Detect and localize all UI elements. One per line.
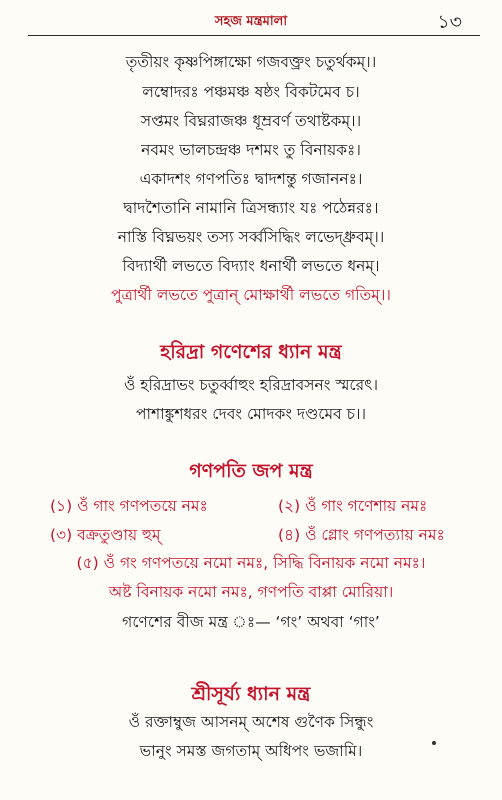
stotra-line: নাস্তি বিঘ্নভয়ং তস্য সর্ব্বসিদ্ধিং লভেদ্ধ্রুবম্।। [117, 228, 385, 246]
japa-mantra-2: (২) ওঁ গাং গণেশায় নমঃ [278, 497, 428, 515]
stotra-line: বিদ্যার্থী লভতে বিদ্যাং ধনার্থী লভতে ধনম্। [122, 257, 380, 275]
japa-row-2 [50, 523, 480, 545]
ink-dot [432, 741, 436, 745]
japa-row-1 [50, 494, 480, 516]
stotra-line: লম্বোদরঃ পঞ্চমঞ্চ ষষ্ঠং বিকটমেব চ। [142, 83, 360, 101]
page-number: ১৩ [437, 11, 462, 33]
surya-line: ওঁ রক্তাম্বুজ আসনম্ অশেষ গুণৈক সিন্ধুং [128, 713, 374, 731]
japa-mantra-1: (১) ওঁ গাং গণপতয়ে নমঃ [50, 497, 208, 515]
japa-mantra-3: (৩) বক্রতুণ্ডায় হুম্ [50, 526, 161, 544]
japa-heading: গণপতি জপ মন্ত্র [189, 460, 313, 482]
japa-line-4: অষ্ট বিনায়ক নমো নমঃ, গণপতি বাপ্পা মোরিয়া। [108, 583, 394, 601]
stotra-line: দ্বাদশৈতানি নামানি ত্রিসন্ধ্যাং যঃ পঠেন্নরঃ। [123, 199, 379, 217]
japa-mantra-4: (৪) ওঁ গ্লোং গণপত্যায় নমঃ [278, 526, 445, 544]
stotra-line: নবমং ভালচন্দ্রঞ্চ দশমং তু বিনায়কঃ। [141, 141, 361, 159]
stotra-line: তৃতীয়ং কৃষ্ণপিঙ্গাক্ষো গজবক্ত্রং চতুর্থকম্।। [125, 53, 377, 71]
haridra-heading: হরিদ্রা গণেশের ধ্যান মন্ত্র [160, 341, 342, 363]
haridra-line: পাশাঙ্কুশধরং দেবং মোদকং দণ্ডমেব চ।। [135, 405, 367, 423]
bija-mantra-line: গণেশের বীজ মন্ত্র ঃ— ‘গং’ অথবা ‘গাং’ [122, 613, 380, 631]
header-rule [28, 35, 480, 36]
stotra-line: একাদশং গণপতিঃ দ্বাদশন্তু গজাননঃ। [139, 170, 363, 188]
stotra-line-highlight: পুত্রার্থী লভতে পুত্রান্ মোক্ষার্থী লভতে গতিম্।। [111, 286, 391, 304]
surya-heading: শ্রীসূর্য্য ধ্যান মন্ত্র [191, 683, 311, 705]
japa-mantra-5: (৫) ওঁ গং গণপতয়ে নমো নমঃ, সিদ্ধি বিনায়ক নমো নমঃ। [76, 554, 426, 572]
page-header [0, 0, 502, 40]
stotra-line: সপ্তমং বিঘ্নরাজঞ্চ ধূম্রবর্ণ তথাষ্টকম্।। [140, 112, 362, 130]
running-title: সহজ মন্ত্রমালা [214, 14, 288, 29]
surya-line: ভানুং সমস্ত জগতাম্ অধিপং ভজামি। [139, 742, 363, 760]
haridra-line: ওঁ হরিদ্রাভং চতুর্ব্বাহুং হরিদ্রাবসনং স্মরেৎ। [123, 376, 379, 394]
